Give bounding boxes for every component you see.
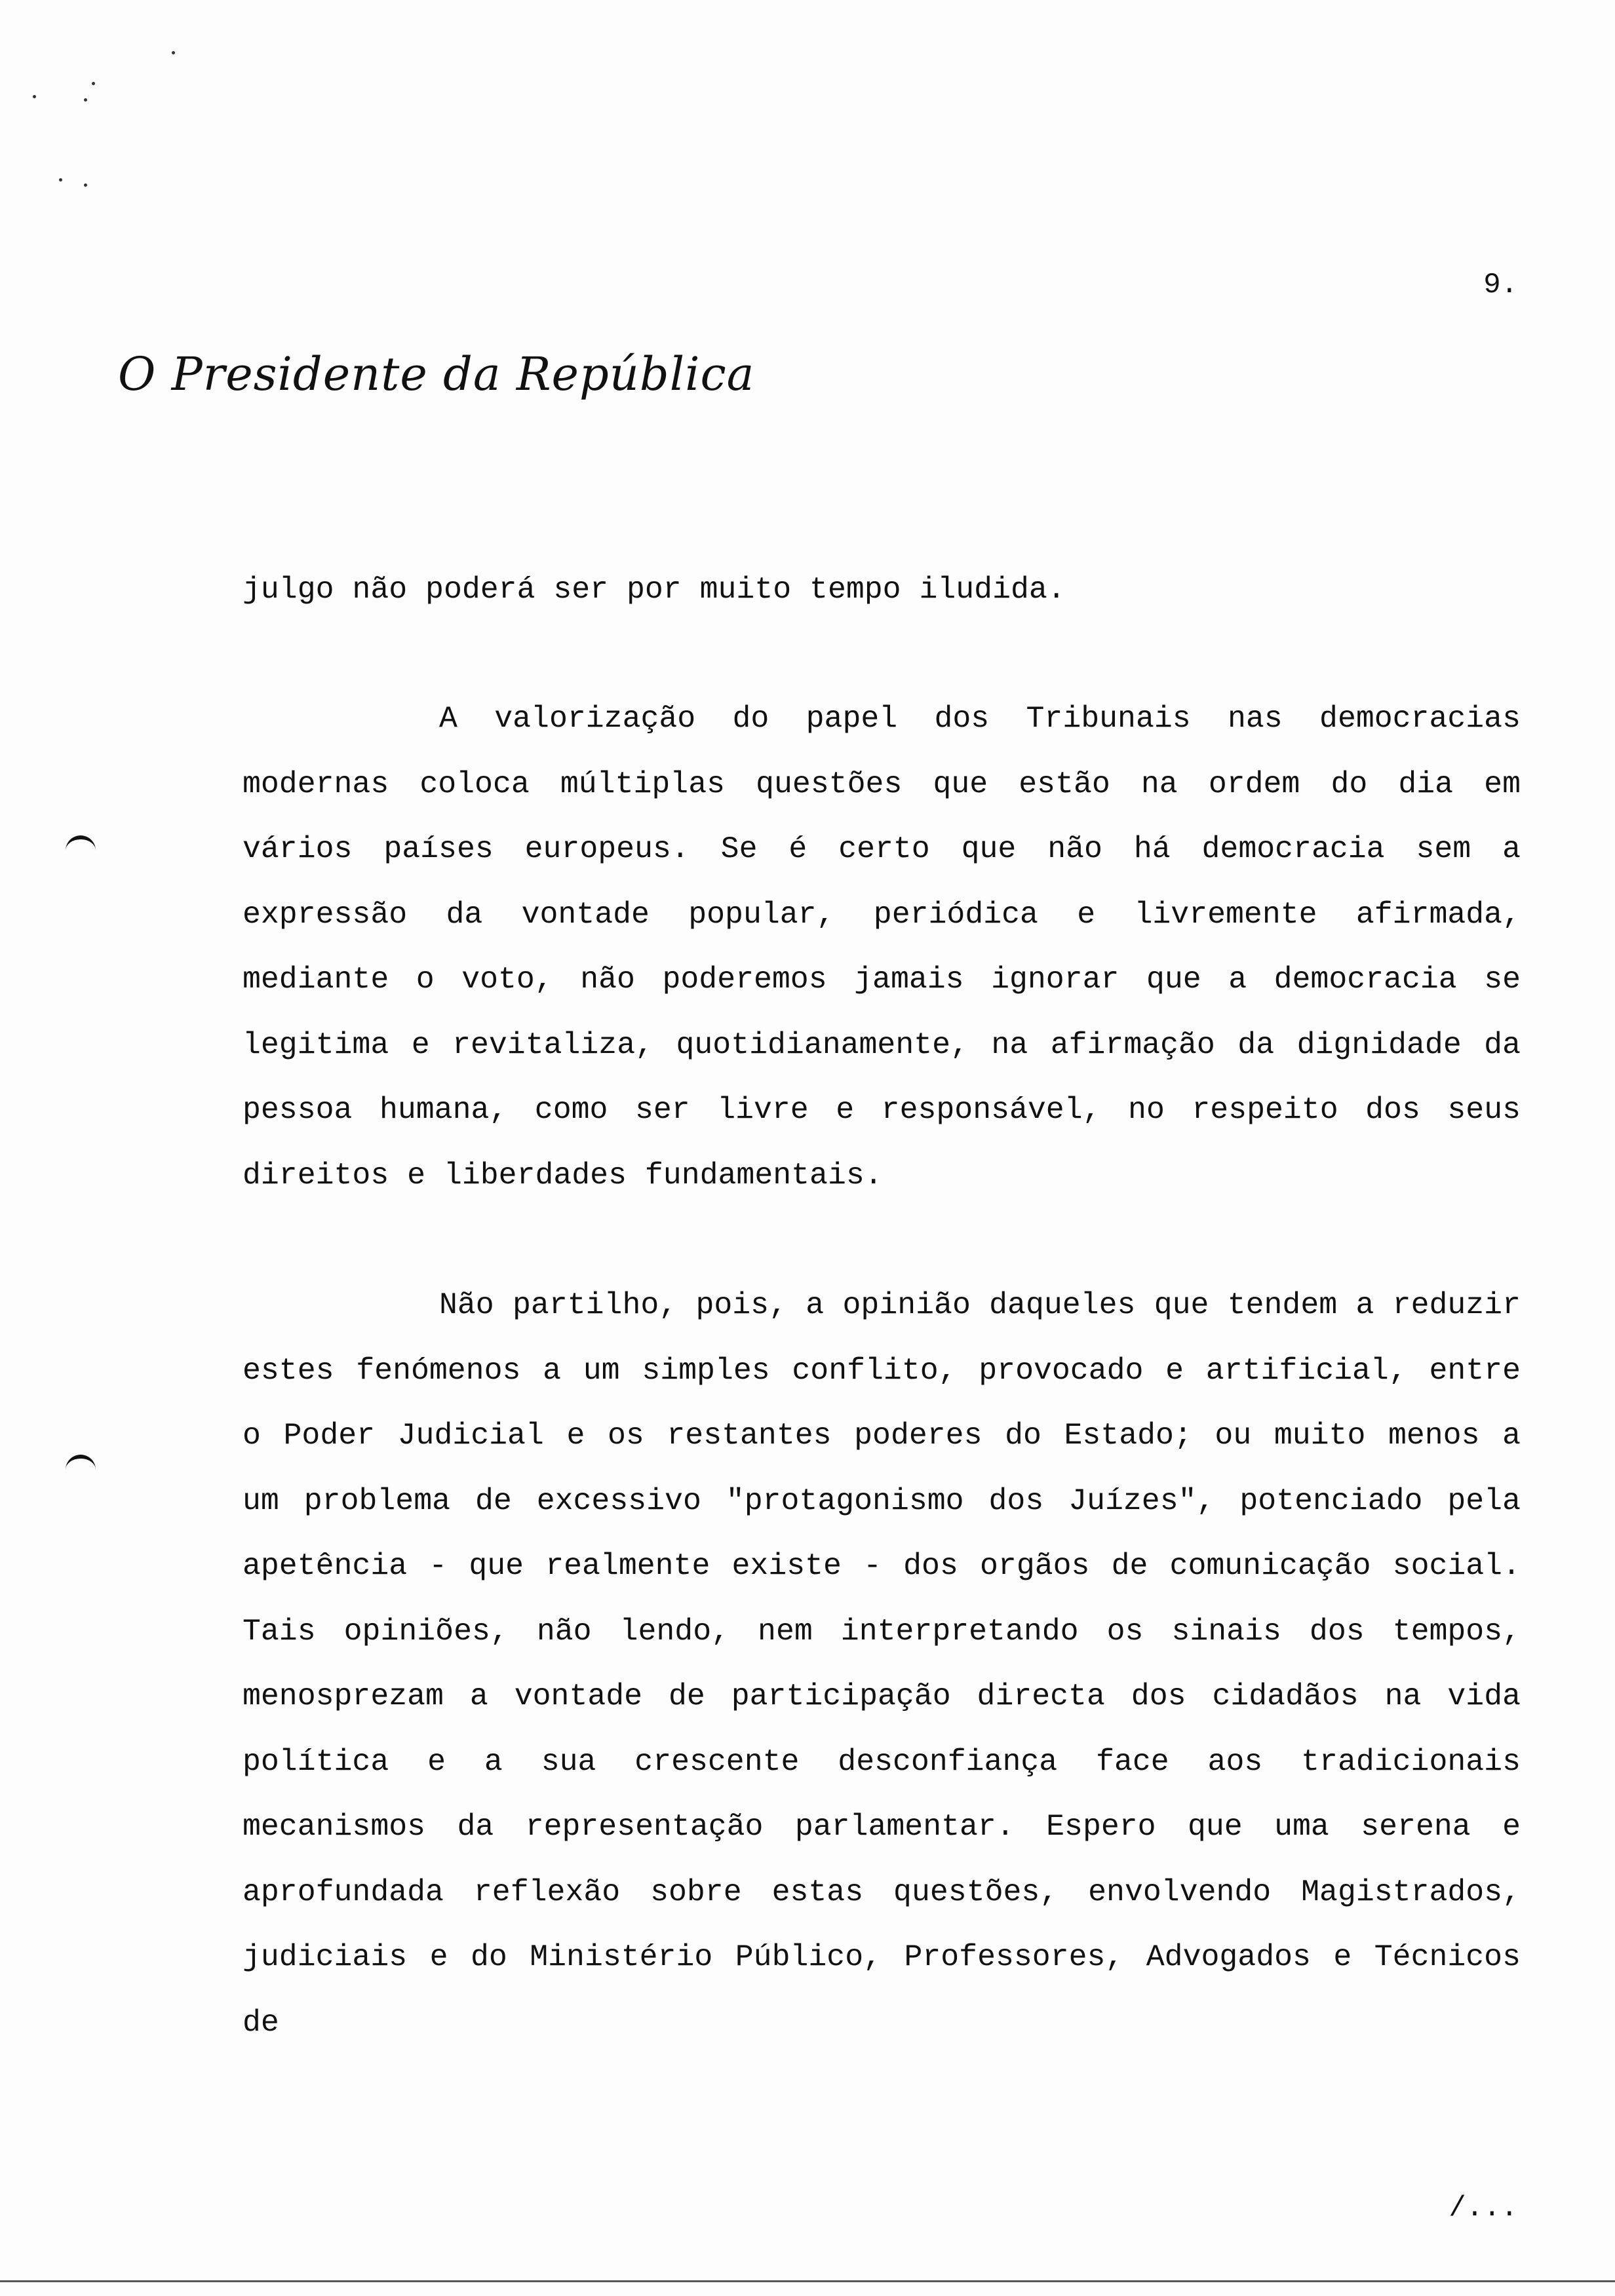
- scan-speck: [92, 82, 95, 85]
- paragraph: A valorização do papel dos Tribunais nas democracias modernas coloca múltiplas questões que estão na ordem do dia em vários países europeus. Se é certo que não há democracia sem a expressão da vontade popular, periódica e livremente afirmada, mediante o voto, não poderemos jamais ignorar que a democracia se legitima e revitaliza, quotidianamente, na afirmação da dignidade da pessoa humana, como ser livre e responsável, no respeito dos seus direitos e liberdades fundamentais.: [243, 701, 1521, 1193]
- letterhead-title: O Presidente da República: [118, 347, 755, 401]
- binder-hole-mark: [66, 835, 96, 854]
- scan-speck: [172, 51, 175, 54]
- scan-speck: [59, 178, 62, 182]
- continued-line: julgo não poderá ser por muito tempo iludida.: [243, 572, 1066, 607]
- page-bottom-edge: [0, 2280, 1615, 2282]
- scan-speck: [84, 98, 87, 102]
- scan-speck: [33, 95, 36, 98]
- binder-hole-mark: [66, 1455, 96, 1473]
- continuation-marker: /...: [1449, 2192, 1518, 2225]
- scan-speck: [84, 183, 87, 187]
- paragraph: Não partilho, pois, a opinião daqueles que tendem a reduzir estes fenómenos a um simples conflito, provocado e artificial, entre o Poder Judicial e os restantes poderes do Estado; ou muito menos a um problema de excessivo "protagonismo dos Juízes", potenciado pela apetência - que realmente existe - dos orgãos de comunicação social. Tais opiniões, não lendo, nem interpretando os sinais dos tempos, menosprezam a vontade de participação directa dos cidadãos na vida política e a sua crescente desconfiança face aos tradicionais mecanismos da representação parlamentar. Espero que uma serena e aprofundada reflexão sobre estas questões, envolvendo Magistrados, judiciais e do Ministério Público, Professores, Advogados e Técnicos de: [243, 1288, 1521, 2040]
- page-number: 9.: [1483, 269, 1518, 301]
